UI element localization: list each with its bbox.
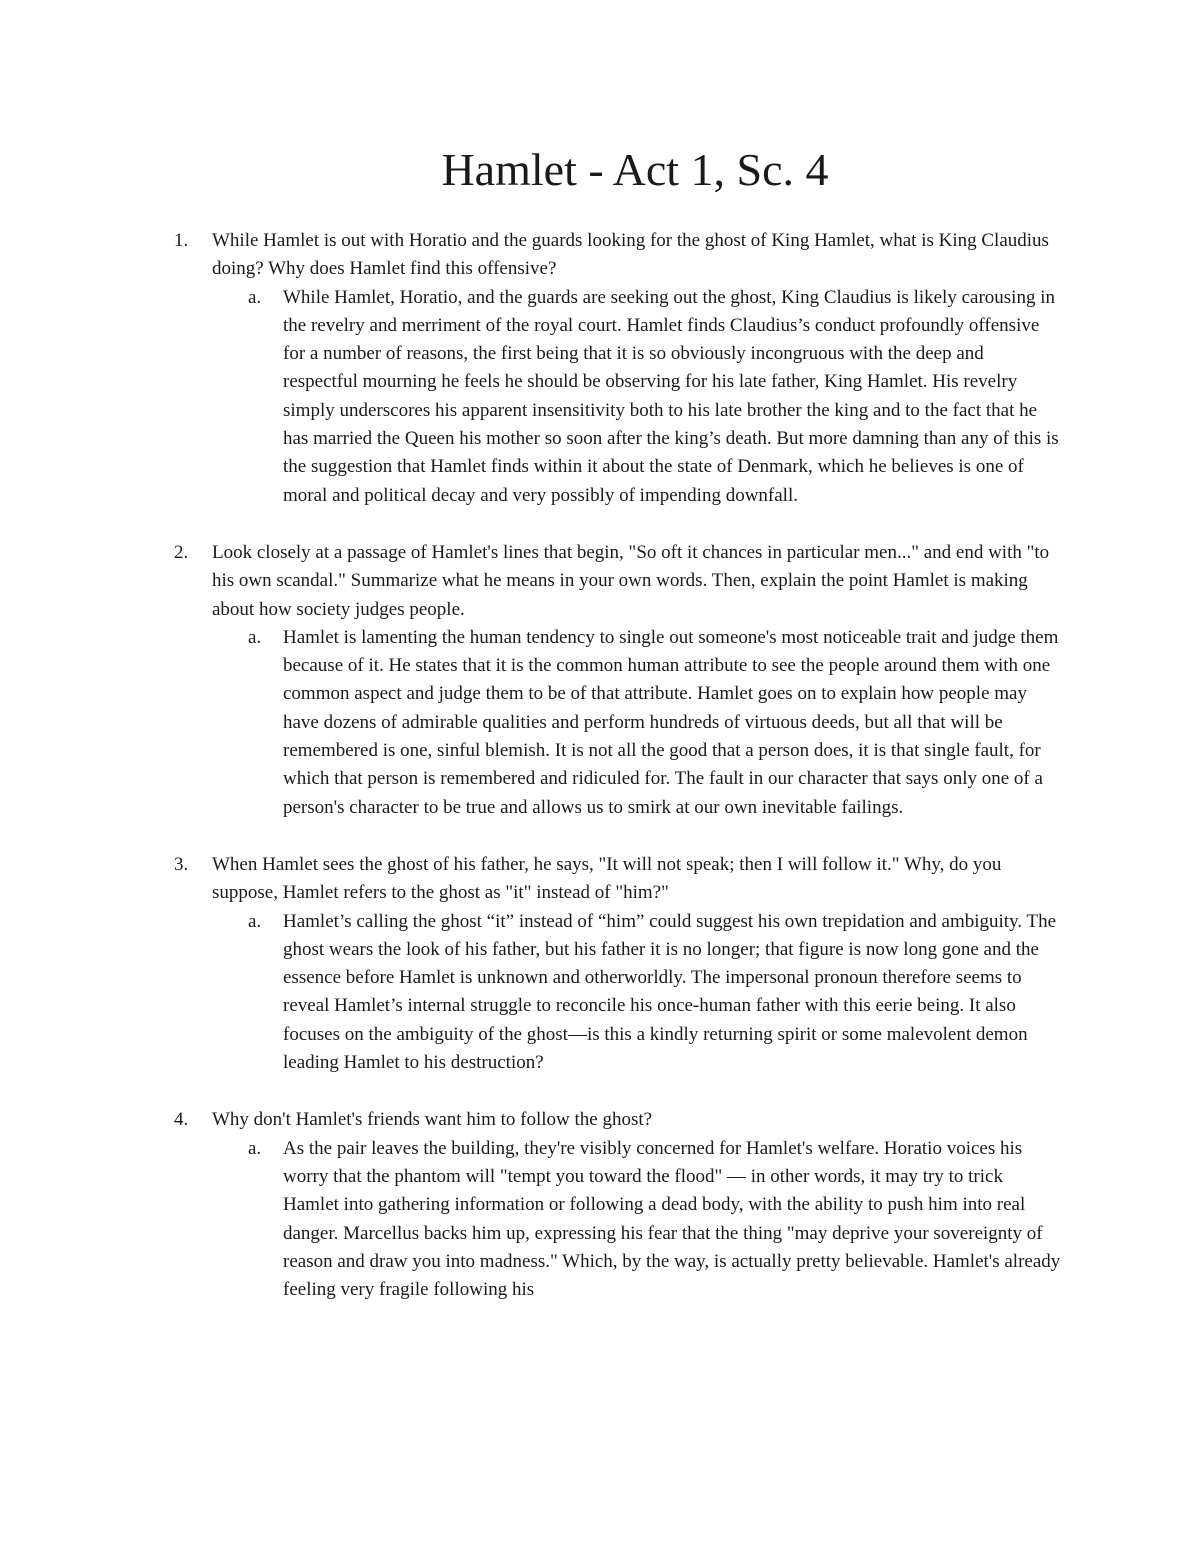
question-number: 3.: [174, 853, 189, 875]
answer-text: Hamlet’s calling the ghost “it” instead of “him” could suggest his own trepidation and ambiguity. The ghost wears the look of his father, but his father it is no longer; that figure is now long gone and the essence before Hamlet is unknown and otherworldly. The impersonal pronoun therefore seems to reveal Hamlet’s internal struggle to reconcile his once-human father with this eerie being. It also focuses on the ambiguity of the ghost—is this a kindly returning spirit or some malevolent demon leading Hamlet to his destruction?: [283, 910, 1057, 1074]
answer-label: a.: [248, 1137, 262, 1159]
answer-2: [212, 624, 1063, 822]
question-number: 1.: [174, 230, 189, 251]
answer-list: [212, 908, 1072, 1078]
answer-1: [212, 284, 1063, 510]
question-number: 4.: [174, 1109, 189, 1131]
page-title: Hamlet - Act 1, Sc. 4: [441, 144, 829, 195]
answer-list: [212, 624, 1072, 822]
question-text: When Hamlet sees the ghost of his father, he says, "It will not speak; then I will follow it." Why, do you suppose, Hamlet refers to the ghost as "it" instead of "him?": [212, 853, 1002, 904]
answer-list: [212, 284, 1072, 510]
question-4: [0, 1106, 1072, 1304]
answer-text: While Hamlet, Horatio, and the guards are seeking out the ghost, King Claudius is likely carousing in the revelry and merriment of the royal court. Hamlet finds Claudius’s conduct profoundly offensive for a number of reasons, the first being that it is so obviously incongruous with the deep and respectful mourning he feels he should be observing for his late father, King Hamlet. His revelry simply underscores his apparent insensitivity both to his late brother the king and to the fact that he has married the Queen his mother so soon after the king’s death. But more damning than any of this is the suggestion that Hamlet finds within it about the state of Denmark, which he believes is one of moral and political decay and very possibly of impending downfall.: [283, 286, 1059, 506]
question-text: Why don't Hamlet's friends want him to follow the ghost?: [212, 1109, 653, 1131]
question-number: 2.: [174, 541, 189, 563]
answer-4: [212, 1135, 1063, 1305]
question-text: Look closely at a passage of Hamlet's lines that begin, "So oft it chances in particular men..." and end with "to his own scandal." Summarize what he means in your own words. Then, explain the point Hamlet is making about how society judges people.: [212, 541, 1050, 620]
answer-3: [212, 908, 1063, 1078]
answer-text: As the pair leaves the building, they're visibly concerned for Hamlet's welfare. Horatio voices his worry that the phantom will "tempt you toward the flood" — in other words, it may try to trick Hamlet into gathering information or following a dead body, with the ability to push him into real danger. Marcellus backs him up, expressing his fear that the thing "may deprive your sovereignty of reason and draw you into madness." Which, by the way, is actually pretty believable. Hamlet's already feeling very fragile following his: [283, 1137, 1061, 1301]
question-list: [0, 227, 1200, 1333]
answer-label: a.: [248, 910, 262, 932]
question-1: [0, 227, 1072, 510]
question-text: While Hamlet is out with Horatio and the guards looking for the ghost of King Hamlet, what is King Claudius doing? Why does Hamlet find this offensive?: [212, 230, 1049, 280]
answer-label: a.: [248, 626, 262, 648]
answer-label: a.: [248, 286, 262, 308]
question-2: [0, 539, 1072, 822]
question-3: [0, 851, 1072, 1077]
answer-text: Hamlet is lamenting the human tendency to single out someone's most noticeable trait and judge them because of it. He states that it is the common human attribute to see the people around them with one common aspect and judge them to be of that attribute. Hamlet goes on to explain how people may have dozens of admirable qualities and perform hundreds of virtuous deeds, but all that will be remembered is one, sinful blemish. It is not all the good that a person does, it is that single fault, for which that person is remembered and ridiculed for. The fault in our character that says only one of a person's character to be true and allows us to smirk at our own inevitable failings.: [283, 626, 1059, 818]
answer-list: [212, 1135, 1072, 1305]
